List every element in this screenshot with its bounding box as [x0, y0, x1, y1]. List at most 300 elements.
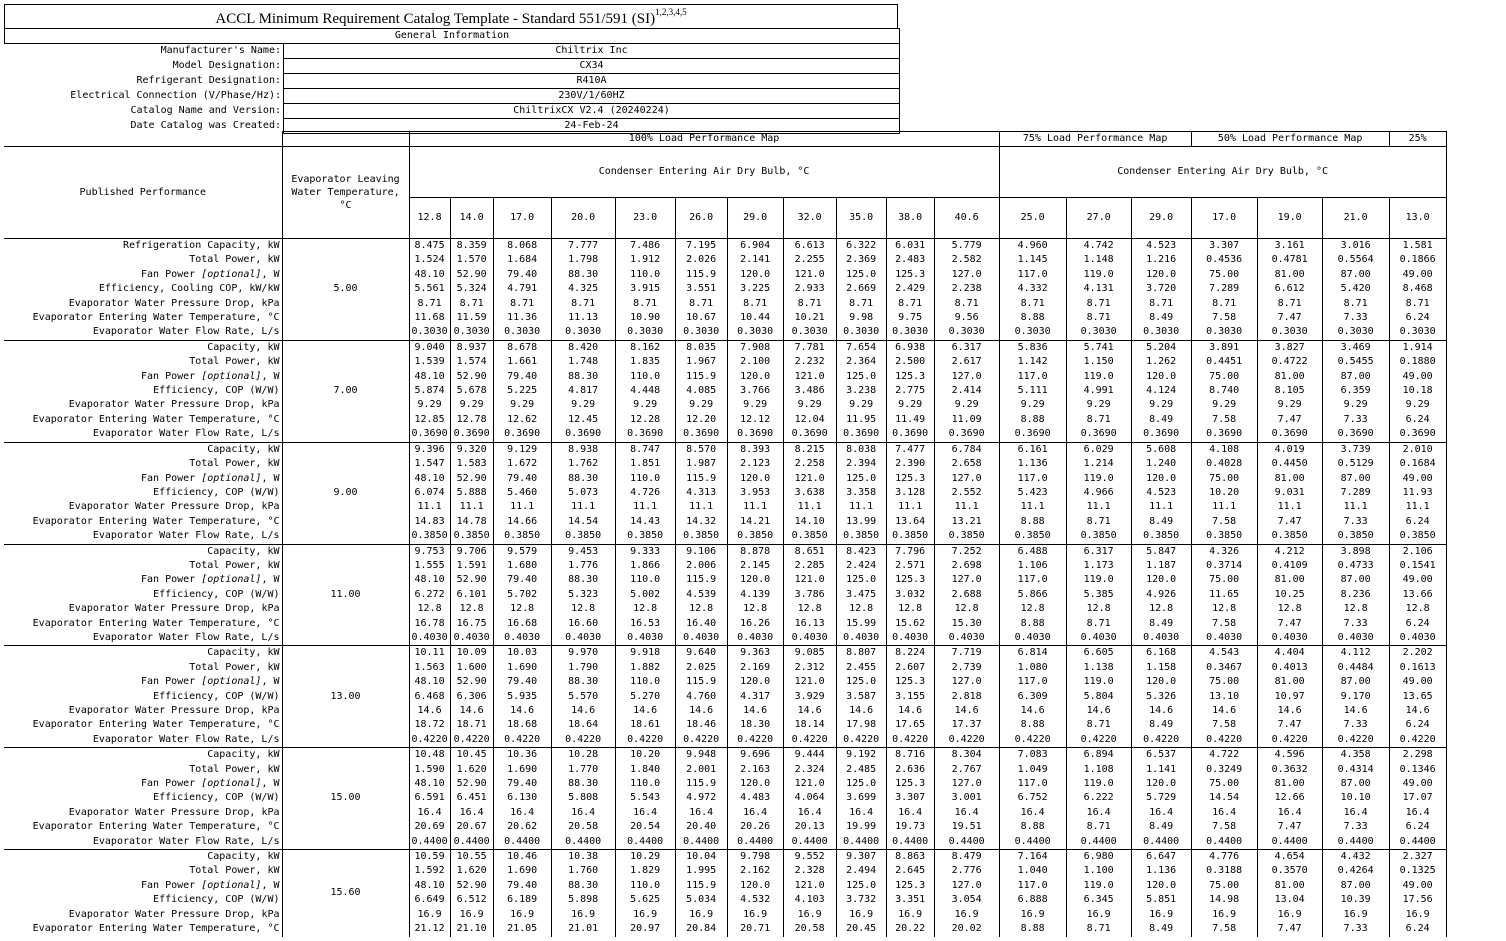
value-cell: 119.0 — [1066, 675, 1131, 689]
value-cell: 8.71 — [1389, 297, 1446, 311]
value-cell: 2.636 — [886, 763, 934, 777]
value-cell: 49.00 — [1389, 573, 1446, 587]
value-cell: 8.068 — [493, 239, 551, 254]
label-part: Fan Power — [141, 676, 202, 688]
value-cell: 8.035 — [675, 340, 727, 355]
value-cell: 2.145 — [727, 559, 783, 573]
evaporator-leaving-temp: 15.60 — [282, 850, 409, 937]
value-cell: 3.351 — [886, 893, 934, 907]
catalog-title — [4, 4, 898, 28]
value-cell: 4.991 — [1066, 384, 1131, 398]
data-row — [4, 748, 1446, 763]
value-cell: 5.888 — [450, 486, 493, 500]
value-cell: 11.68 — [409, 311, 450, 325]
value-cell: 1.108 — [1066, 763, 1131, 777]
value-cell: 12.8 — [493, 602, 551, 616]
value-cell: 3.469 — [1322, 340, 1389, 355]
data-row — [4, 602, 1446, 616]
value-cell: 2.552 — [934, 486, 999, 500]
value-cell: 9.29 — [493, 398, 551, 412]
value-cell: 0.4220 — [836, 733, 886, 748]
value-cell: 0.4400 — [1257, 835, 1322, 850]
value-cell: 4.112 — [1322, 646, 1389, 661]
value-cell: 1.829 — [615, 864, 675, 878]
value-cell: 1.040 — [999, 864, 1066, 878]
value-cell: 1.680 — [493, 559, 551, 573]
temperature-cell: 29.0 — [1131, 198, 1191, 239]
value-cell: 127.0 — [934, 370, 999, 384]
published-performance-label: Published Performance — [4, 147, 282, 239]
general-information-header: General Information — [5, 29, 900, 44]
value-cell: 2.933 — [783, 282, 836, 296]
data-row — [4, 529, 1446, 544]
value-cell: 0.4220 — [1066, 733, 1131, 748]
value-cell: 10.04 — [675, 850, 727, 865]
value-cell: 6.752 — [999, 791, 1066, 805]
value-cell: 4.103 — [783, 893, 836, 907]
value-cell: 3.915 — [615, 282, 675, 296]
value-cell: 8.88 — [999, 311, 1066, 325]
value-cell: 21.05 — [493, 922, 551, 936]
value-cell: 16.9 — [493, 908, 551, 922]
value-cell: 20.26 — [727, 820, 783, 834]
value-cell: 87.00 — [1322, 879, 1389, 893]
value-cell: 6.451 — [450, 791, 493, 805]
value-cell: 0.3850 — [934, 529, 999, 544]
value-cell: 0.3030 — [727, 325, 783, 340]
value-cell: 8.878 — [727, 544, 783, 559]
value-cell: 119.0 — [1066, 879, 1131, 893]
value-cell: 0.5455 — [1322, 355, 1389, 369]
value-cell: 0.3850 — [999, 529, 1066, 544]
value-cell: 21.01 — [551, 922, 615, 936]
value-cell: 5.678 — [450, 384, 493, 398]
value-cell: 5.002 — [615, 588, 675, 602]
value-cell: 0.3690 — [409, 427, 450, 442]
value-cell: 48.10 — [409, 777, 450, 791]
value-cell: 8.71 — [450, 297, 493, 311]
value-cell: 4.432 — [1322, 850, 1389, 865]
value-cell: 10.29 — [615, 850, 675, 865]
value-cell: 13.65 — [1389, 690, 1446, 704]
data-row — [4, 690, 1446, 704]
general-info-row — [5, 89, 900, 104]
row-label: Evaporator Water Pressure Drop, kPa — [4, 500, 282, 514]
temperature-cell: 27.0 — [1066, 198, 1131, 239]
value-cell: 10.18 — [1389, 384, 1446, 398]
value-cell: 125.0 — [836, 370, 886, 384]
value-cell: 0.3030 — [450, 325, 493, 340]
value-cell: 11.95 — [836, 413, 886, 427]
value-cell: 16.9 — [836, 908, 886, 922]
value-cell: 0.4030 — [727, 631, 783, 646]
value-cell: 7.58 — [1191, 718, 1257, 732]
temperature-cell: 21.0 — [1322, 198, 1389, 239]
row-label: Efficiency, COP (W/W) — [4, 893, 282, 907]
value-cell: 2.327 — [1389, 850, 1446, 865]
value-cell: 18.68 — [493, 718, 551, 732]
value-cell: 8.71 — [1066, 617, 1131, 631]
value-cell: 2.500 — [886, 355, 934, 369]
value-cell: 3.720 — [1131, 282, 1191, 296]
value-cell: 2.658 — [934, 457, 999, 471]
value-cell: 0.4220 — [615, 733, 675, 748]
value-cell: 11.1 — [1389, 500, 1446, 514]
value-cell: 0.3030 — [675, 325, 727, 340]
data-row — [4, 661, 1446, 675]
value-cell: 5.323 — [551, 588, 615, 602]
value-cell: 52.90 — [450, 573, 493, 587]
data-row — [4, 791, 1446, 805]
value-cell: 1.555 — [409, 559, 450, 573]
value-cell: 5.779 — [934, 239, 999, 254]
optional-tag: [optional] — [201, 268, 262, 280]
value-cell: 3.307 — [886, 791, 934, 805]
value-cell: 125.0 — [836, 268, 886, 282]
value-cell: 8.71 — [1066, 311, 1131, 325]
value-cell: 2.582 — [934, 253, 999, 267]
value-cell: 0.4028 — [1191, 457, 1257, 471]
blank-cell — [282, 132, 409, 147]
value-cell: 115.9 — [675, 777, 727, 791]
value-cell: 1.136 — [999, 457, 1066, 471]
data-row — [4, 398, 1446, 412]
value-cell: 117.0 — [999, 879, 1066, 893]
row-label: Total Power, kW — [4, 864, 282, 878]
general-info-label: Electrical Connection (V/Phase/Hz): — [5, 89, 284, 104]
data-row — [4, 646, 1446, 661]
value-cell: 2.141 — [727, 253, 783, 267]
value-cell: 49.00 — [1389, 777, 1446, 791]
value-cell: 8.49 — [1131, 718, 1191, 732]
temperature-cell: 40.6 — [934, 198, 999, 239]
value-cell: 8.236 — [1322, 588, 1389, 602]
value-cell: 16.4 — [551, 806, 615, 820]
temperature-cell: 25.0 — [999, 198, 1066, 239]
value-cell: 10.90 — [615, 311, 675, 325]
value-cell: 8.215 — [783, 442, 836, 457]
value-cell: 16.4 — [1191, 806, 1257, 820]
value-cell: 2.100 — [727, 355, 783, 369]
value-cell: 87.00 — [1322, 573, 1389, 587]
value-cell: 11.1 — [934, 500, 999, 514]
value-cell: 0.3030 — [409, 325, 450, 340]
value-cell: 48.10 — [409, 879, 450, 893]
value-cell: 0.4400 — [450, 835, 493, 850]
value-cell: 1.690 — [493, 661, 551, 675]
value-cell: 14.6 — [1257, 704, 1322, 718]
value-cell: 9.453 — [551, 544, 615, 559]
value-cell: 16.26 — [727, 617, 783, 631]
value-cell: 120.0 — [727, 268, 783, 282]
value-cell: 10.20 — [615, 748, 675, 763]
value-cell: 5.847 — [1131, 544, 1191, 559]
value-cell: 6.612 — [1257, 282, 1322, 296]
value-cell: 1.150 — [1066, 355, 1131, 369]
row-label: Refrigeration Capacity, kW — [4, 239, 282, 254]
value-cell: 0.4400 — [1131, 835, 1191, 850]
value-cell: 16.4 — [409, 806, 450, 820]
value-cell: 14.78 — [450, 515, 493, 529]
value-cell: 7.33 — [1322, 820, 1389, 834]
value-cell: 2.818 — [934, 690, 999, 704]
value-cell: 8.359 — [450, 239, 493, 254]
data-row — [4, 442, 1446, 457]
value-cell: 5.935 — [493, 690, 551, 704]
value-cell: 11.59 — [450, 311, 493, 325]
value-cell: 0.1866 — [1389, 253, 1446, 267]
value-cell: 5.836 — [999, 340, 1066, 355]
value-cell: 1.914 — [1389, 340, 1446, 355]
value-cell: 20.54 — [615, 820, 675, 834]
value-cell: 10.67 — [675, 311, 727, 325]
value-cell: 75.00 — [1191, 777, 1257, 791]
value-cell: 75.00 — [1191, 268, 1257, 282]
value-cell: 10.59 — [409, 850, 450, 865]
value-cell: 0.4030 — [999, 631, 1066, 646]
label-part: Fan Power — [141, 574, 202, 586]
value-cell: 16.4 — [886, 806, 934, 820]
row-label: Evaporator Water Pressure Drop, kPa — [4, 806, 282, 820]
value-cell: 49.00 — [1389, 472, 1446, 486]
value-cell: 52.90 — [450, 268, 493, 282]
value-cell: 0.4030 — [1191, 631, 1257, 646]
value-cell: 0.3850 — [886, 529, 934, 544]
temperature-cell: 26.0 — [675, 198, 727, 239]
value-cell: 6.24 — [1389, 617, 1446, 631]
value-cell: 2.001 — [675, 763, 727, 777]
value-cell: 2.394 — [836, 457, 886, 471]
value-cell: 5.608 — [1131, 442, 1191, 457]
value-cell: 19.73 — [886, 820, 934, 834]
value-cell: 48.10 — [409, 675, 450, 689]
data-row — [4, 763, 1446, 777]
value-cell: 16.4 — [1322, 806, 1389, 820]
value-cell: 4.448 — [615, 384, 675, 398]
temperature-cell: 14.0 — [450, 198, 493, 239]
value-cell: 20.22 — [886, 922, 934, 936]
value-cell: 16.40 — [675, 617, 727, 631]
value-cell: 2.364 — [836, 355, 886, 369]
value-cell: 115.9 — [675, 370, 727, 384]
value-cell: 6.537 — [1131, 748, 1191, 763]
value-cell: 9.29 — [1257, 398, 1322, 412]
value-cell: 7.47 — [1257, 718, 1322, 732]
value-cell: 0.4400 — [675, 835, 727, 850]
map-50-header: 50% Load Performance Map — [1191, 132, 1389, 147]
value-cell: 6.345 — [1066, 893, 1131, 907]
data-row — [4, 573, 1446, 587]
value-cell: 7.58 — [1191, 311, 1257, 325]
value-cell: 13.04 — [1257, 893, 1322, 907]
value-cell: 9.320 — [450, 442, 493, 457]
value-cell: 1.158 — [1131, 661, 1191, 675]
value-cell: 3.161 — [1257, 239, 1322, 254]
value-cell: 48.10 — [409, 268, 450, 282]
value-cell: 8.651 — [783, 544, 836, 559]
value-cell: 127.0 — [934, 472, 999, 486]
value-cell: 9.552 — [783, 850, 836, 865]
value-cell: 127.0 — [934, 268, 999, 282]
value-cell: 20.84 — [675, 922, 727, 936]
value-cell: 115.9 — [675, 472, 727, 486]
value-cell: 0.3850 — [1257, 529, 1322, 544]
value-cell: 110.0 — [615, 777, 675, 791]
map-100-header: 100% Load Performance Map — [409, 132, 999, 147]
value-cell: 9.085 — [783, 646, 836, 661]
value-cell: 8.71 — [1066, 413, 1131, 427]
value-cell: 9.29 — [450, 398, 493, 412]
map-header-row — [4, 132, 1446, 147]
value-cell: 120.0 — [1131, 879, 1191, 893]
value-cell: 10.03 — [493, 646, 551, 661]
value-cell: 16.78 — [409, 617, 450, 631]
value-cell: 11.1 — [675, 500, 727, 514]
optional-tag: [optional] — [201, 778, 262, 790]
row-label: Capacity, kW — [4, 442, 282, 457]
value-cell: 7.58 — [1191, 617, 1257, 631]
value-cell: 3.786 — [783, 588, 836, 602]
value-cell: 1.882 — [615, 661, 675, 675]
value-cell: 4.404 — [1257, 646, 1322, 661]
data-row — [4, 704, 1446, 718]
value-cell: 1.214 — [1066, 457, 1131, 471]
value-cell: 8.71 — [727, 297, 783, 311]
map-75-header: 75% Load Performance Map — [999, 132, 1191, 147]
value-cell: 11.1 — [727, 500, 783, 514]
value-cell: 1.620 — [450, 763, 493, 777]
value-cell: 7.47 — [1257, 413, 1322, 427]
value-cell: 14.6 — [836, 704, 886, 718]
value-cell: 10.45 — [450, 748, 493, 763]
value-cell: 3.054 — [934, 893, 999, 907]
value-cell: 4.483 — [727, 791, 783, 805]
value-cell: 18.61 — [615, 718, 675, 732]
value-cell: 14.32 — [675, 515, 727, 529]
value-cell: 110.0 — [615, 675, 675, 689]
value-cell: 125.0 — [836, 777, 886, 791]
value-cell: 11.1 — [783, 500, 836, 514]
blank-cell — [4, 132, 282, 147]
value-cell: 7.58 — [1191, 413, 1257, 427]
data-row — [4, 355, 1446, 369]
value-cell: 3.587 — [836, 690, 886, 704]
value-cell: 0.3030 — [999, 325, 1066, 340]
value-cell: 12.8 — [1131, 602, 1191, 616]
value-cell: 3.929 — [783, 690, 836, 704]
value-cell: 10.28 — [551, 748, 615, 763]
value-cell: 0.3690 — [1191, 427, 1257, 442]
value-cell: 127.0 — [934, 675, 999, 689]
value-cell: 20.40 — [675, 820, 727, 834]
value-cell: 120.0 — [1131, 370, 1191, 384]
value-cell: 0.4030 — [783, 631, 836, 646]
value-cell: 8.71 — [1191, 297, 1257, 311]
value-cell: 0.3690 — [551, 427, 615, 442]
value-cell: 3.016 — [1322, 239, 1389, 254]
value-cell: 4.019 — [1257, 442, 1322, 457]
value-cell: 8.807 — [836, 646, 886, 661]
value-cell: 0.3249 — [1191, 763, 1257, 777]
value-cell: 75.00 — [1191, 573, 1257, 587]
row-label: Total Power, kW — [4, 355, 282, 369]
temperature-cell: 29.0 — [727, 198, 783, 239]
temperature-cell: 38.0 — [886, 198, 934, 239]
value-cell: 75.00 — [1191, 370, 1257, 384]
value-cell: 13.21 — [934, 515, 999, 529]
data-row — [4, 588, 1446, 602]
value-cell: 20.69 — [409, 820, 450, 834]
value-cell: 11.1 — [1191, 500, 1257, 514]
value-cell: 0.3690 — [886, 427, 934, 442]
optional-tag: [optional] — [201, 574, 262, 586]
value-cell: 88.30 — [551, 573, 615, 587]
value-cell: 8.88 — [999, 922, 1066, 936]
value-cell: 1.570 — [450, 253, 493, 267]
value-cell: 16.4 — [836, 806, 886, 820]
value-cell: 49.00 — [1389, 675, 1446, 689]
value-cell: 8.475 — [409, 239, 450, 254]
value-cell: 9.333 — [615, 544, 675, 559]
value-cell: 18.72 — [409, 718, 450, 732]
value-cell: 120.0 — [1131, 472, 1191, 486]
evaporator-leaving-temp: 9.00 — [282, 442, 409, 544]
value-cell: 11.65 — [1191, 588, 1257, 602]
value-cell: 16.4 — [783, 806, 836, 820]
value-cell: 8.71 — [886, 297, 934, 311]
value-cell: 8.49 — [1131, 617, 1191, 631]
value-cell: 10.46 — [493, 850, 551, 865]
value-cell: 0.4220 — [886, 733, 934, 748]
value-cell: 4.532 — [727, 893, 783, 907]
data-row — [4, 282, 1446, 296]
general-info-row — [5, 59, 900, 74]
value-cell: 79.40 — [493, 675, 551, 689]
value-cell: 17.07 — [1389, 791, 1446, 805]
value-cell: 0.3850 — [450, 529, 493, 544]
value-cell: 125.3 — [886, 268, 934, 282]
value-cell: 0.1346 — [1389, 763, 1446, 777]
data-row — [4, 675, 1446, 689]
temperature-cell: 13.0 — [1389, 198, 1446, 239]
value-cell: 81.00 — [1257, 370, 1322, 384]
value-cell: 0.3850 — [409, 529, 450, 544]
general-info-value: Chiltrix Inc — [284, 44, 900, 59]
value-cell: 5.460 — [493, 486, 551, 500]
value-cell: 4.972 — [675, 791, 727, 805]
value-cell: 9.29 — [615, 398, 675, 412]
value-cell: 117.0 — [999, 777, 1066, 791]
value-cell: 81.00 — [1257, 879, 1322, 893]
condenser-air-header-part: Condenser Entering Air Dry Bulb, °C — [999, 147, 1446, 198]
value-cell: 3.898 — [1322, 544, 1389, 559]
value-cell: 121.0 — [783, 777, 836, 791]
value-cell: 4.212 — [1257, 544, 1322, 559]
value-cell: 7.33 — [1322, 922, 1389, 936]
value-cell: 4.332 — [999, 282, 1066, 296]
value-cell: 2.429 — [886, 282, 934, 296]
value-cell: 6.24 — [1389, 718, 1446, 732]
value-cell: 10.55 — [450, 850, 493, 865]
row-label: Evaporator Water Pressure Drop, kPa — [4, 602, 282, 616]
value-cell: 0.4400 — [934, 835, 999, 850]
general-info-row — [5, 74, 900, 89]
value-cell: 79.40 — [493, 472, 551, 486]
value-cell: 8.71 — [1066, 515, 1131, 529]
value-cell: 0.4400 — [727, 835, 783, 850]
data-row — [4, 486, 1446, 500]
value-cell: 3.475 — [836, 588, 886, 602]
